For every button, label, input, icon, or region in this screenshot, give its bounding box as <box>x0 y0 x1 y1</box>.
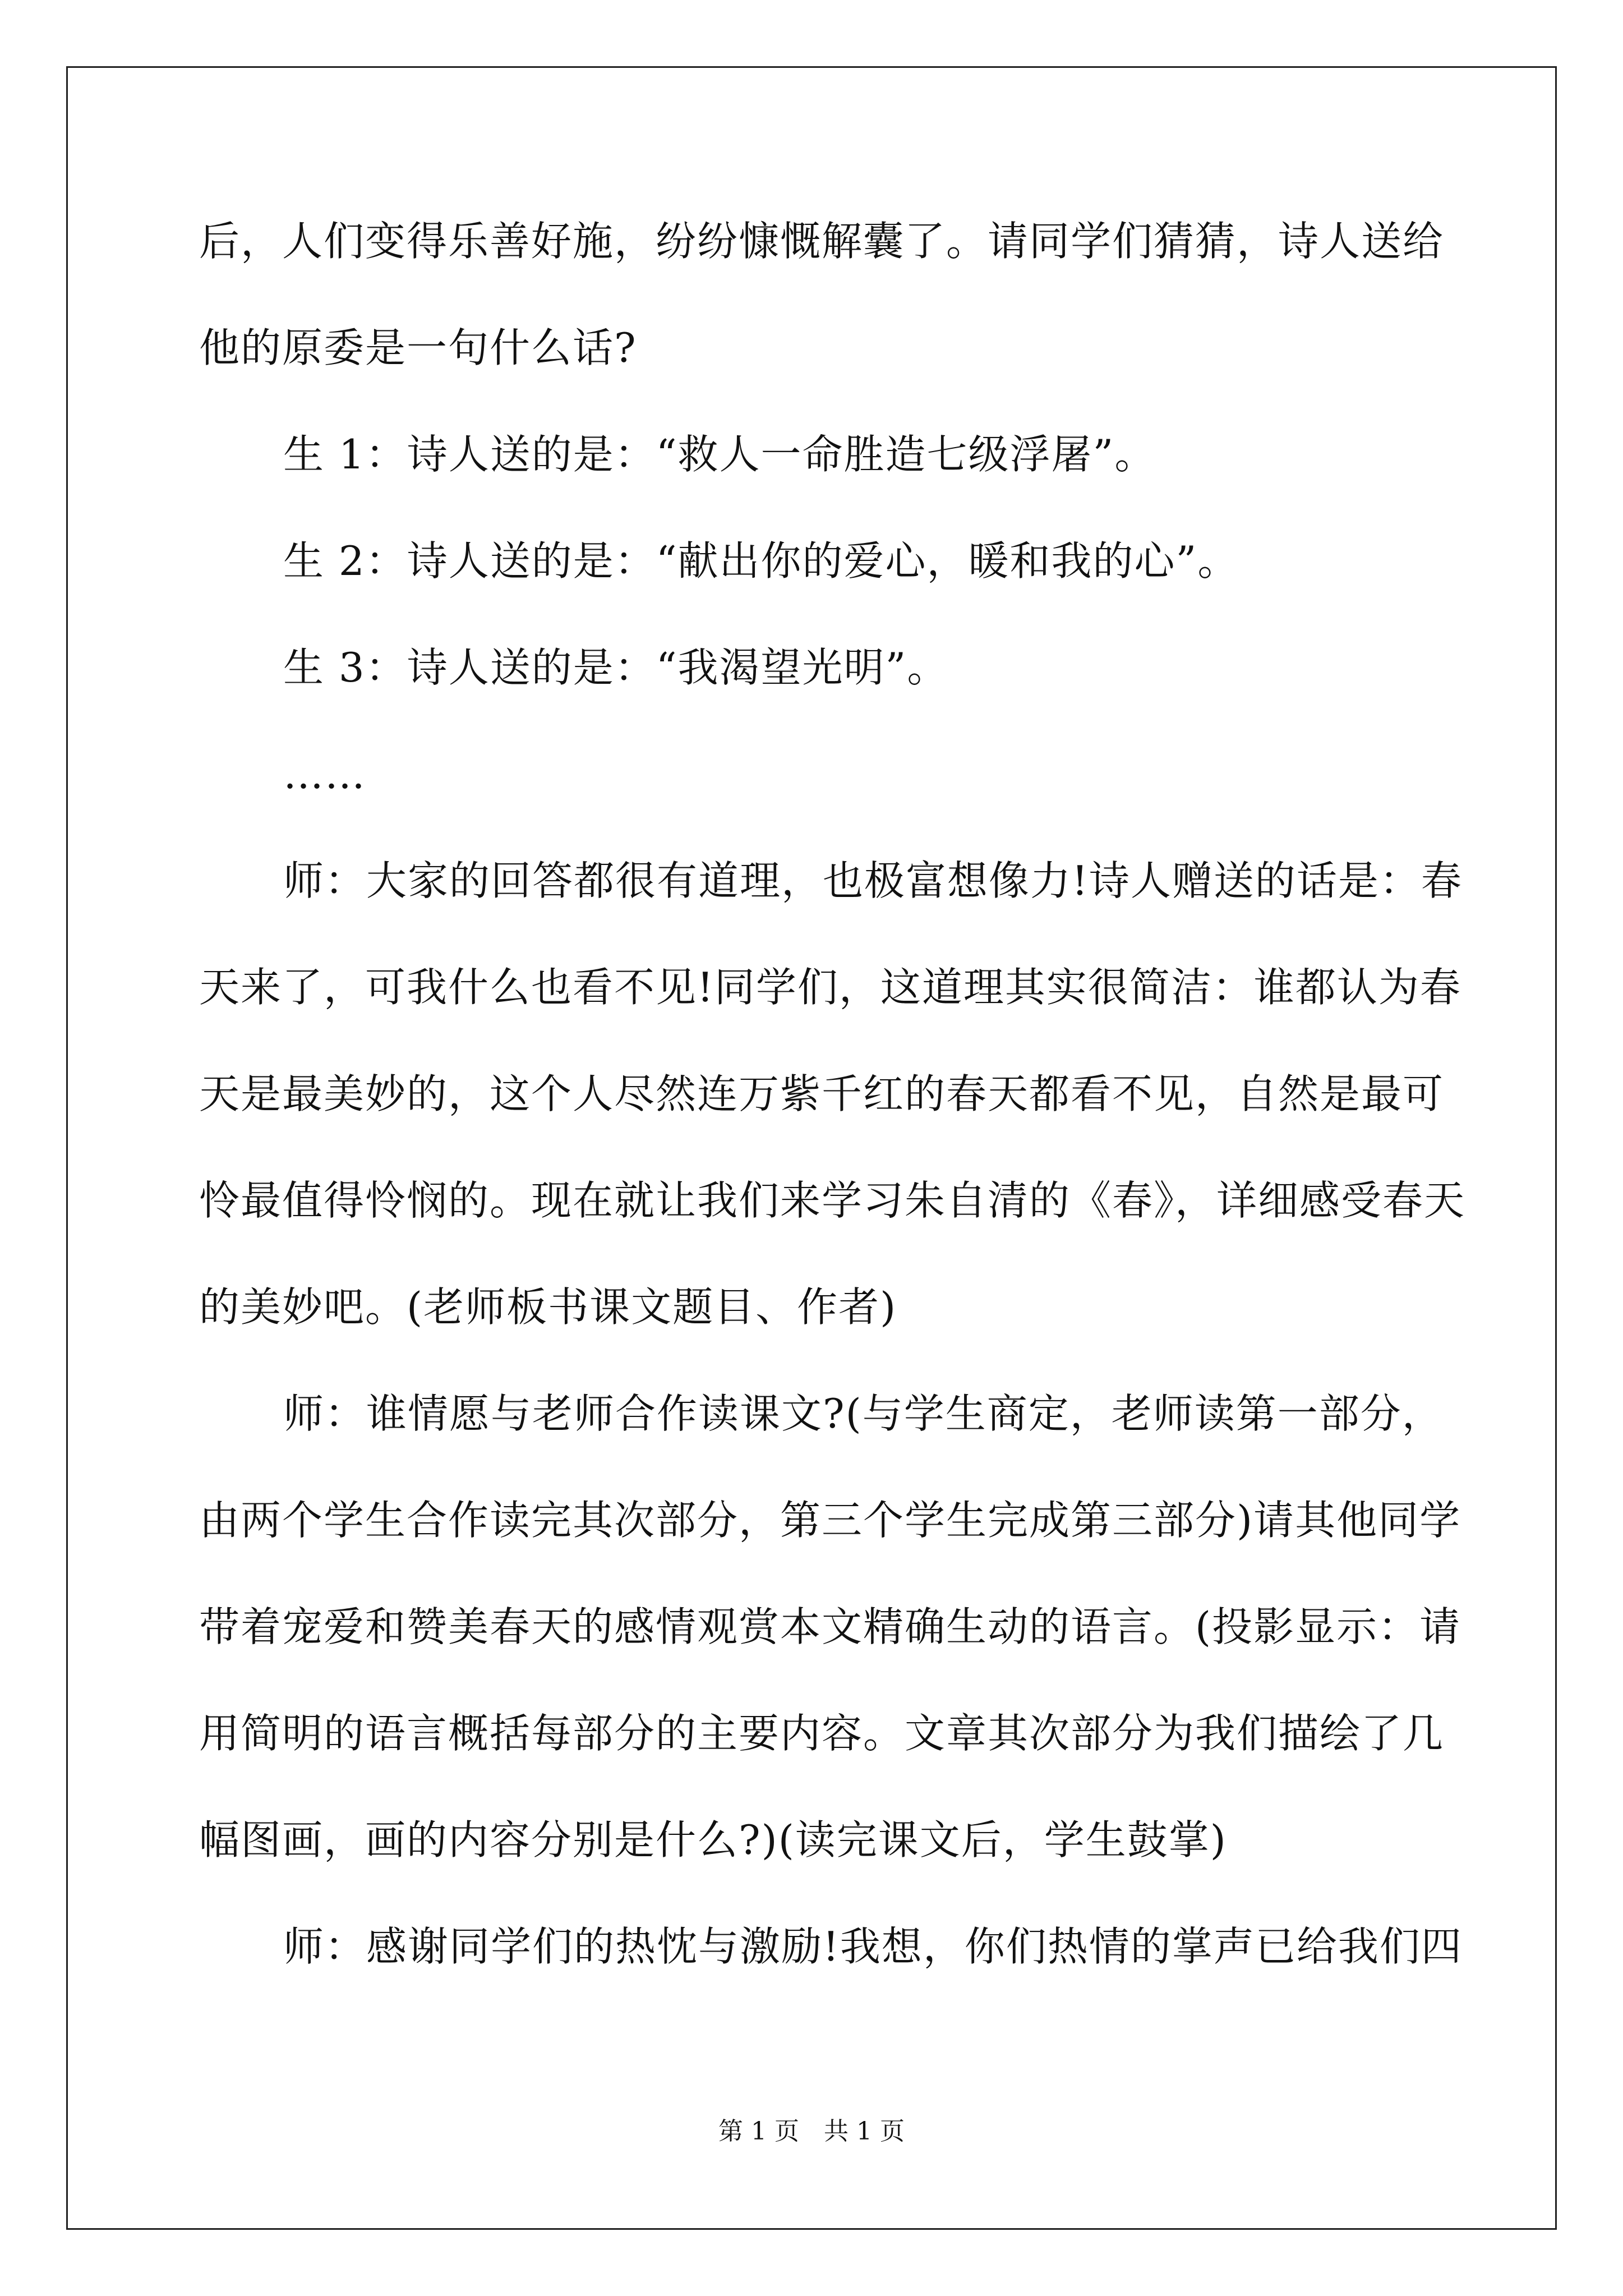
text-line: 带着宠爱和赞美春天的感情观赏本文精确生动的语言。(投影显示：请 <box>199 1603 1461 1650</box>
text-line: 用简明的语言概括每部分的主要内容。文章其次部分为我们描绘了几 <box>199 1710 1445 1757</box>
text-line: 生 2：诗人送的是：“献出你的爱心，暖和我的心”。 <box>283 537 1239 585</box>
text-line: 师：大家的回答都很有道理，也极富想像力!诗人赠送的话是：春 <box>283 857 1463 904</box>
text-line: 幅图画，画的内容分别是什么?)(读完课文后，学生鼓掌) <box>199 1816 1227 1864</box>
page-border <box>66 66 1557 2230</box>
text-line: 怜最值得怜悯的。现在就让我们来学习朱自清的《春》，详细感受春天 <box>199 1177 1466 1224</box>
text-line: 天来了，可我什么也看不见!同学们，这道理其实很简洁：谁都认为春 <box>199 964 1461 1011</box>
text-line: 他的原委是一句什么话? <box>199 324 637 371</box>
text-line: 师：感谢同学们的热忱与激励!我想，你们热情的掌声已给我们四 <box>283 1923 1463 1970</box>
text-line: 天是最美妙的，这个人尽然连万紫千红的春天都看不见，自然是最可 <box>199 1070 1445 1117</box>
text-line: 生 1：诗人送的是：“救人一命胜造七级浮屠”。 <box>283 431 1156 478</box>
page-number-footer: 第 1 页 共 1 页 <box>718 2117 905 2146</box>
text-line: 生 3：诗人送的是：“我渴望光明”。 <box>283 644 949 691</box>
text-line: 由两个学生合作读完其次部分，第三个学生完成第三部分)请其他同学 <box>199 1497 1461 1544</box>
ellipsis-line: …… <box>283 751 366 798</box>
text-line: 的美妙吧。(老师板书课文题目、作者) <box>199 1283 897 1331</box>
text-line: 后，人们变得乐善好施，纷纷慷慨解囊了。请同学们猜猜，诗人送给 <box>199 218 1445 265</box>
text-line: 师：谁情愿与老师合作读课文?(与学生商定，老师读第一部分， <box>283 1390 1444 1437</box>
